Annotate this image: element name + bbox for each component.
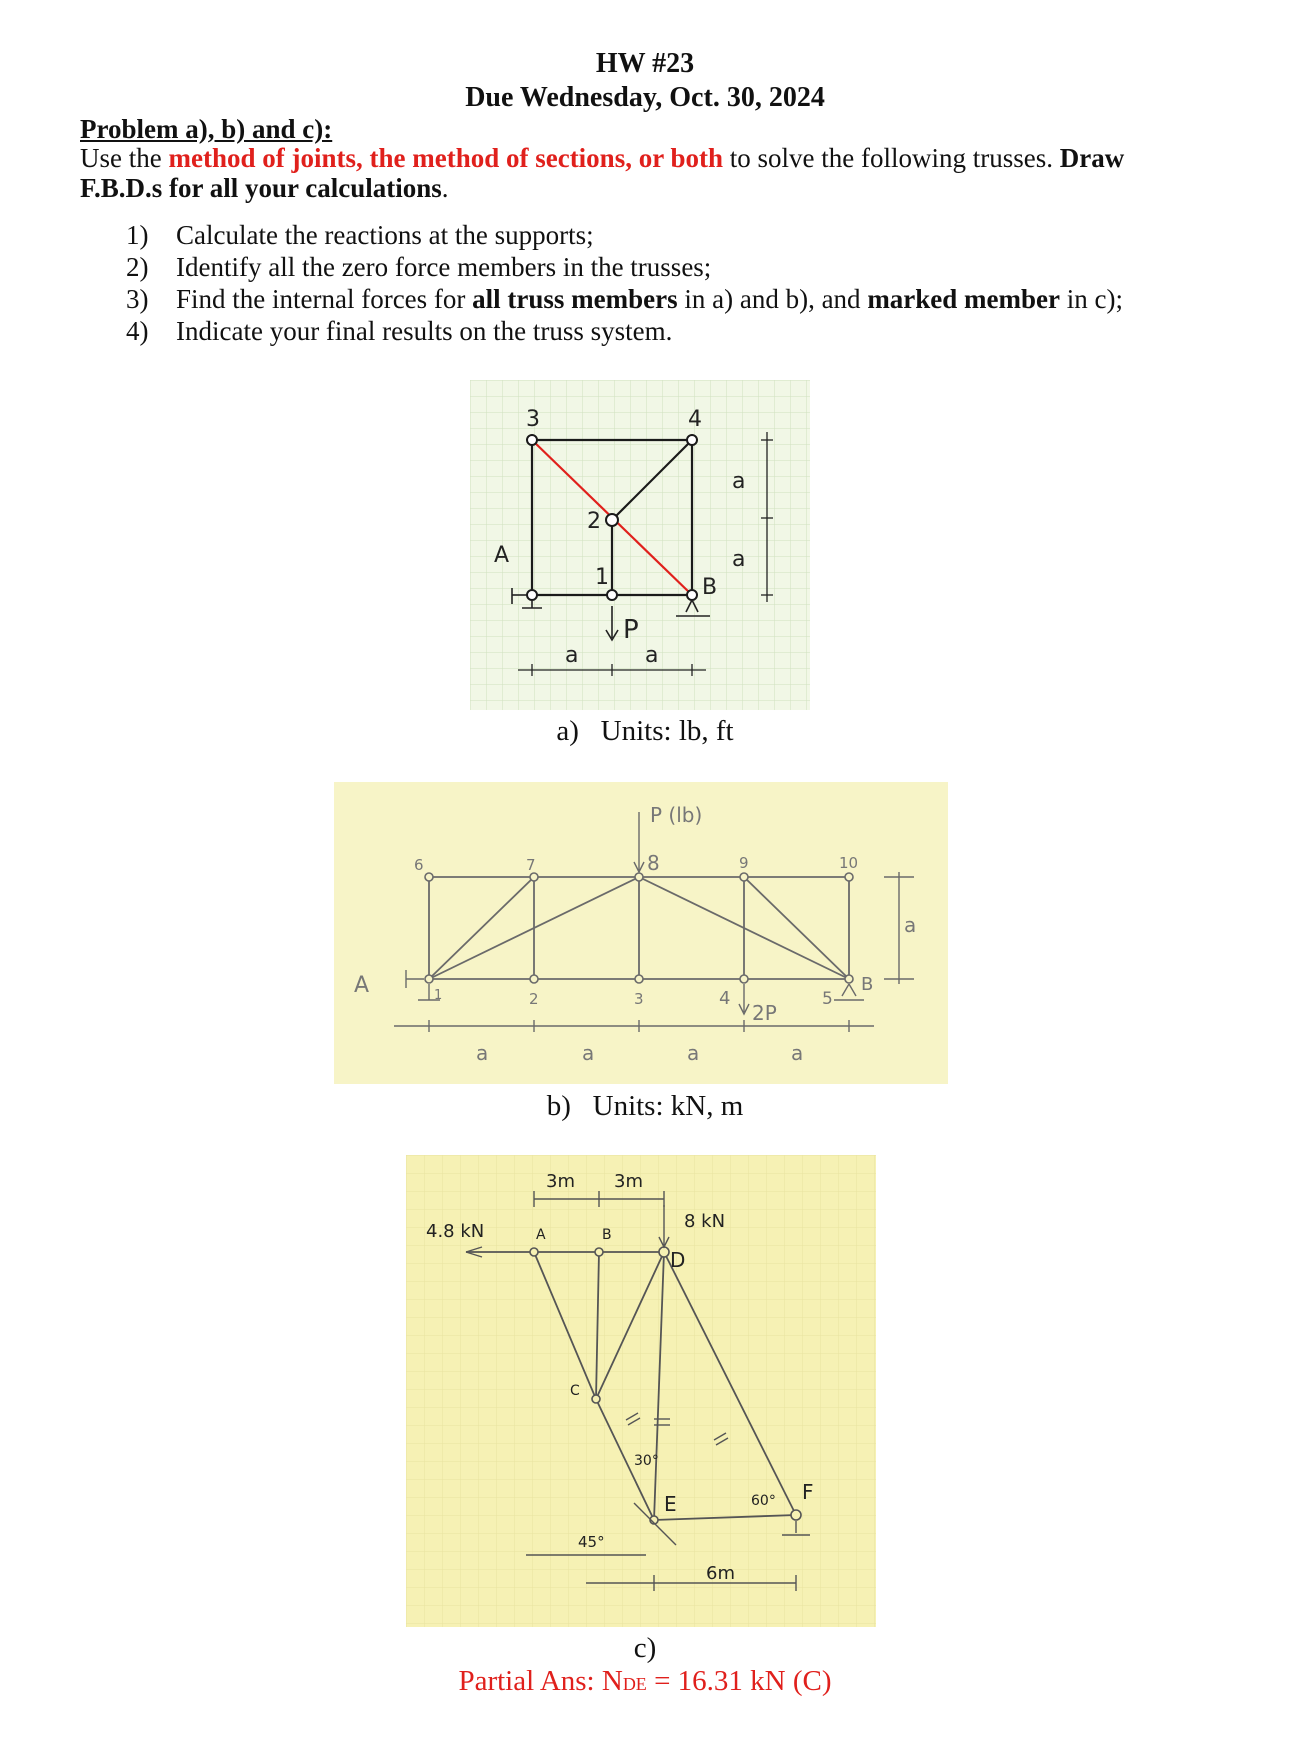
support-A-label: A: [354, 973, 370, 998]
due-date: Due Wednesday, Oct. 30, 2024: [465, 82, 825, 113]
truss-figure-a: [470, 380, 810, 710]
truss-figure-b: [334, 782, 948, 1084]
load-P-label: P (lb): [650, 803, 703, 827]
node-3-label: 3: [526, 407, 540, 432]
node-10-label: 10: [839, 854, 859, 872]
support-B-label: B: [861, 974, 874, 995]
dim-a-3: a: [687, 1041, 700, 1065]
joint-E-label: E: [664, 1492, 677, 1516]
dim-a-2: a: [582, 1041, 595, 1065]
angle-60-label: 60°: [751, 1493, 776, 1509]
joint-A-label: A: [536, 1227, 546, 1243]
dim-a-height: a: [904, 913, 917, 937]
dim-a-2: a: [645, 643, 659, 668]
document-title: HW #23: [595, 48, 695, 79]
node-5-label: 5: [822, 989, 833, 1009]
node-2-label: 2: [587, 509, 601, 534]
dim-a-1: a: [565, 643, 579, 668]
support-A-label: A: [494, 543, 510, 568]
partial-answer: Partial Ans: NDE = 16.31 kN (C): [458, 1665, 832, 1697]
dim-a-4: a: [791, 1041, 804, 1065]
methods-highlight: method of joints, the method of sections, or both: [168, 143, 723, 173]
dim-6m: 6m: [706, 1563, 735, 1584]
node-8-label: 8: [647, 851, 660, 875]
force-8kN-label: 8 kN: [684, 1211, 726, 1232]
dim-3m-1: 3m: [546, 1171, 575, 1192]
caption-c: c): [633, 1632, 657, 1664]
joint-C-label: C: [570, 1383, 580, 1399]
dim-a-1: a: [476, 1041, 489, 1065]
node-4-label: 4: [719, 988, 731, 1009]
node-4-label: 4: [688, 407, 702, 432]
node-2-label: 2: [529, 990, 539, 1008]
step-1: 1) Calculate the reactions at the supports;: [126, 220, 594, 250]
truss-figure-c: [406, 1155, 876, 1627]
load-2P-label: 2P: [752, 1001, 777, 1025]
node-1-label: 1: [595, 565, 609, 590]
node-3-label: 3: [634, 990, 644, 1008]
support-B-label: B: [702, 575, 718, 600]
caption-a: a) Units: lb, ft: [556, 715, 734, 747]
paper-b: [334, 782, 948, 1084]
force-4.8kN-label: 4.8 kN: [426, 1221, 485, 1242]
dim-a-4: a: [732, 547, 746, 572]
step-3: 3) Find the internal forces for all truss members in a) and b), and marked member in c);: [126, 284, 1123, 314]
caption-b: b) Units: kN, m: [546, 1090, 744, 1122]
angle-30-label: 30°: [634, 1453, 659, 1469]
step-2: 2) Identify all the zero force members in the trusses;: [126, 252, 712, 282]
joint-B-label: B: [602, 1227, 612, 1243]
dim-a-3: a: [732, 469, 746, 494]
dim-3m-2: 3m: [614, 1171, 643, 1192]
angle-45-label: 45°: [578, 1533, 605, 1551]
problem-intro: Use the method of joints, the method of sections, or both to solve the following trusses. Draw F.B.D.s for all your calculations.: [80, 143, 1125, 203]
joint-F-label: F: [802, 1480, 814, 1504]
load-P-label: P: [623, 615, 639, 645]
joint-D-label: D: [670, 1248, 686, 1272]
node-6-label: 6: [414, 856, 424, 874]
node-9-label: 9: [739, 854, 749, 872]
step-4: 4) Indicate your final results on the truss system.: [126, 316, 673, 346]
problem-heading: Problem a), b) and c):: [80, 114, 333, 144]
node-1-label: 1: [434, 988, 443, 1003]
node-7-label: 7: [526, 856, 536, 874]
